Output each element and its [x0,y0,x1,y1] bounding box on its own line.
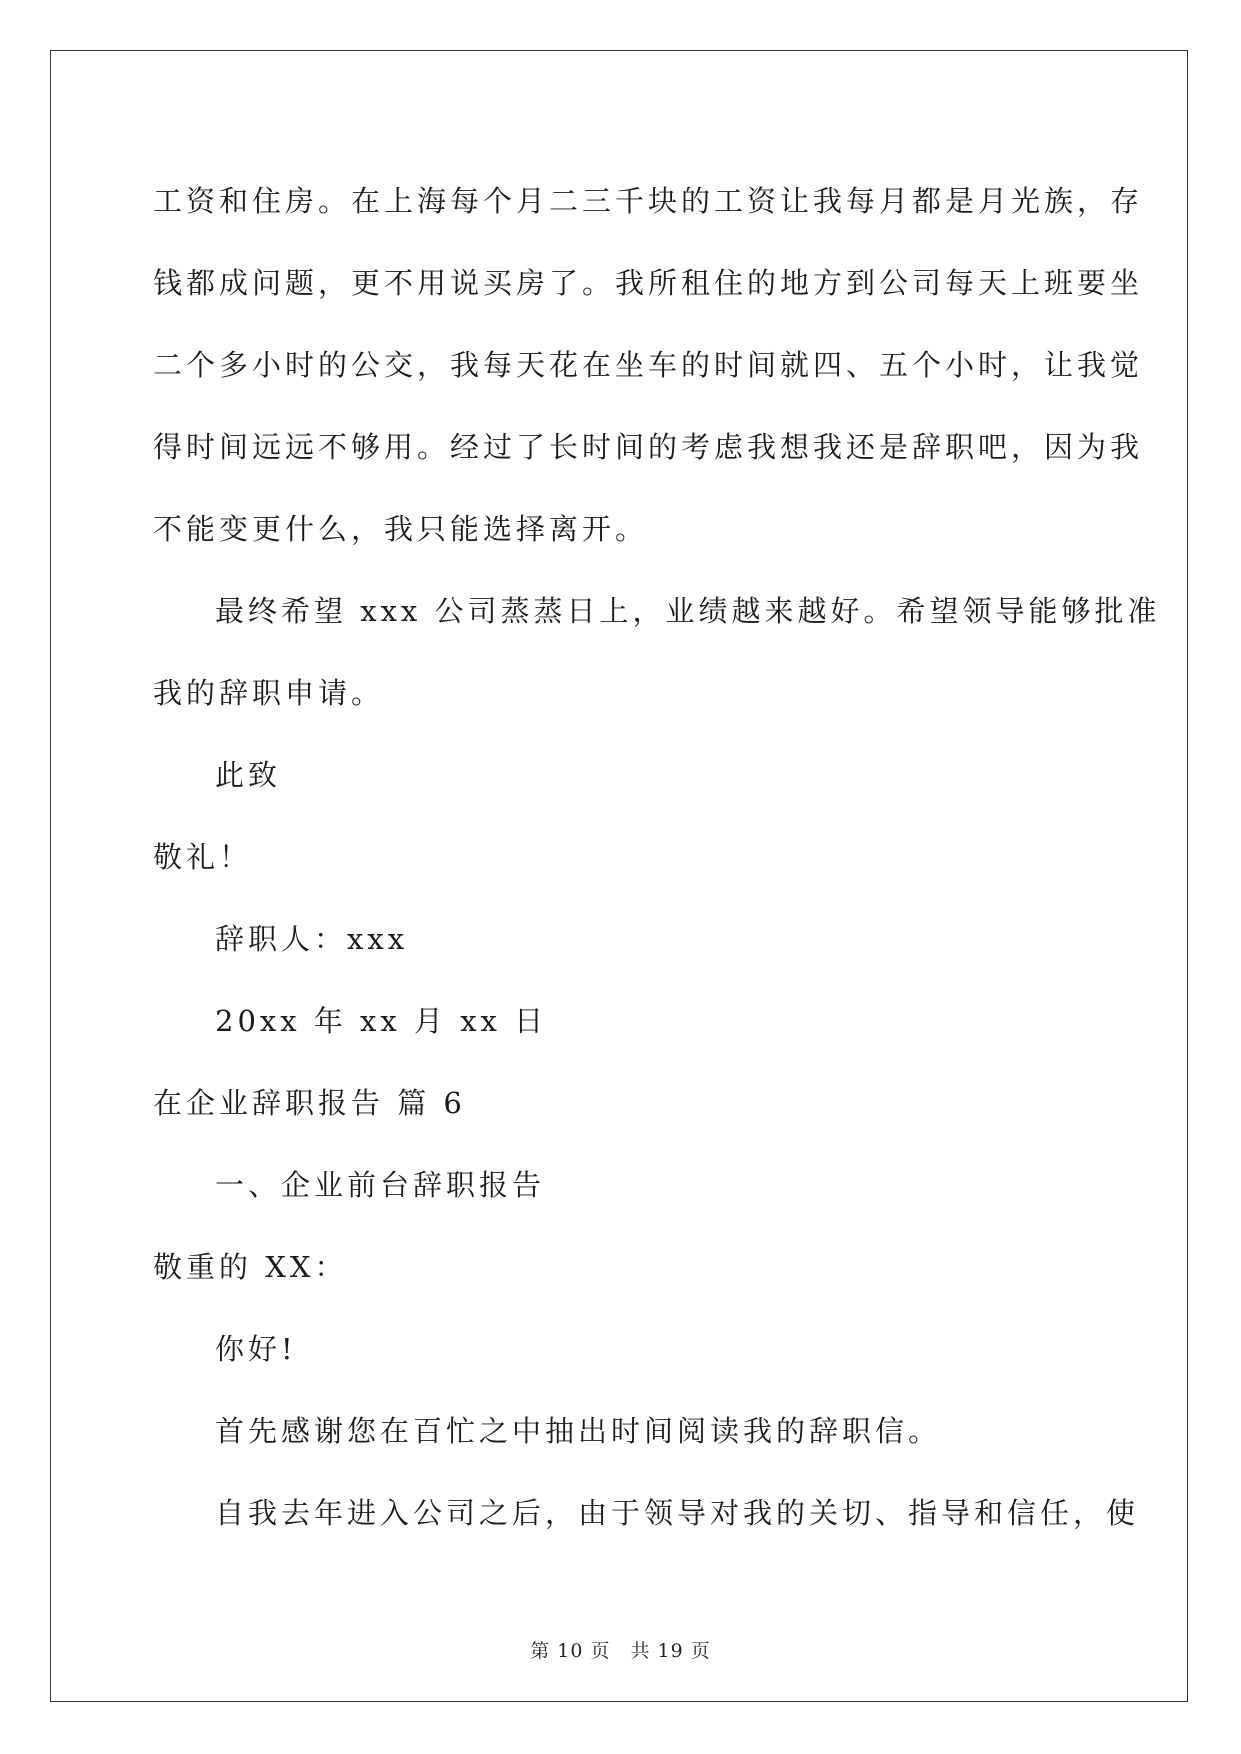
text-line: 我的辞职申请。 [153,676,385,710]
signature-line: 辞职人：xxx [215,922,409,956]
text-line: 不能变更什么，我只能选择离开。 [153,512,649,546]
text-line: 钱都成问题，更不用说买房了。我所租住的地方到公司每天上班要坐 [153,266,1144,300]
date-line: 20xx 年 xx 月 xx 日 [215,1004,548,1038]
text-line: 得时间远远不够用。经过了长时间的考虑我想我还是辞职吧，因为我 [153,430,1144,464]
greeting: 你好! [215,1332,297,1366]
page-number-footer: 第 10 页 共 19 页 [530,1640,711,1662]
greeting-addressee: 敬重的 XX： [153,1250,348,1284]
text-line: 工资和住房。在上海每个月二三千块的工资让我每月都是月光族，存 [153,184,1144,218]
subsection-heading: 一、企业前台辞职报告 [215,1168,546,1202]
section-heading: 在企业辞职报告 篇 6 [153,1086,466,1120]
text-line: 最终希望 xxx 公司蒸蒸日上，业绩越来越好。希望领导能够批准 [215,594,1161,628]
text-line: 首先感谢您在百忙之中抽出时间阅读我的辞职信。 [215,1414,942,1448]
closing-regards: 敬礼！ [153,840,253,874]
document-body [153,160,1161,1554]
text-line: 自我去年进入公司之后，由于领导对我的关切、指导和信任，使 [215,1496,1140,1530]
closing-salutation: 此致 [215,758,282,792]
text-line: 二个多小时的公交，我每天花在坐车的时间就四、五个小时，让我觉 [153,348,1144,382]
